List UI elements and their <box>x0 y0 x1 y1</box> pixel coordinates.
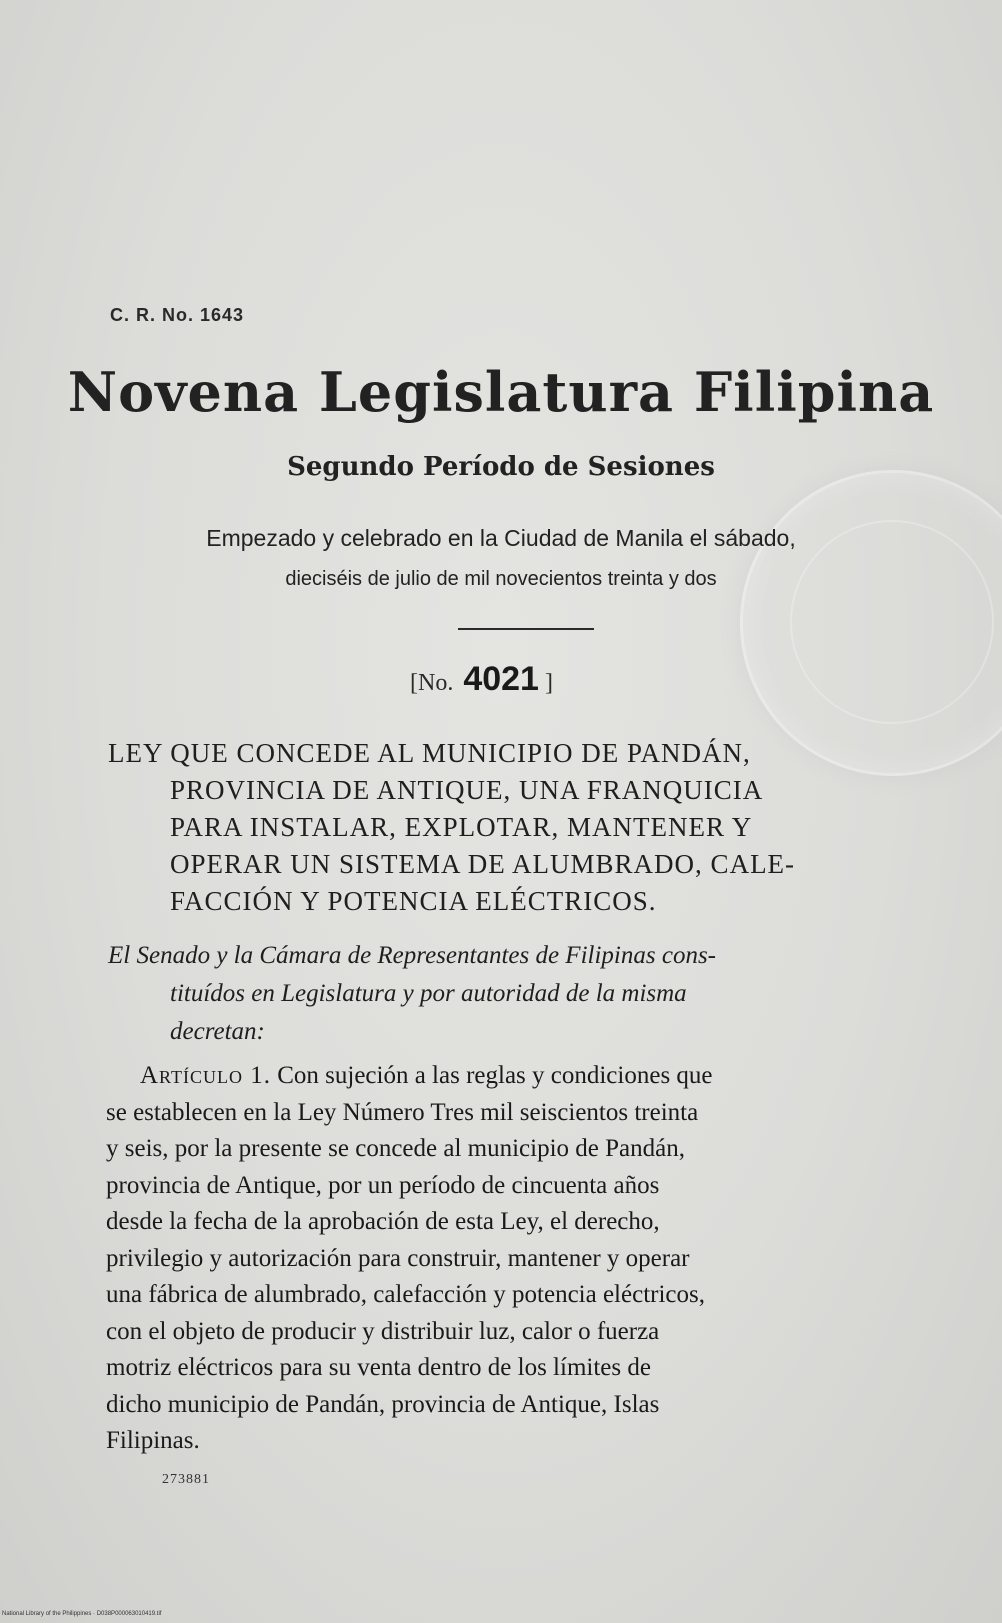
article-line: privilegio y autorización para construir, mantener y operar <box>106 1244 690 1272</box>
article-line <box>106 1058 926 1095</box>
article-line: una fábrica de alumbrado, calefacción y potencia eléctricos, <box>106 1281 705 1308</box>
article-line: motriz eléctricos para su venta dentro de los límites de <box>106 1354 651 1381</box>
article-line: Filipinas. <box>106 1427 200 1454</box>
footer-number: 273881 <box>162 1472 210 1487</box>
enacting-line: tituídos en Legislatura y por autoridad de la misma <box>170 980 687 1007</box>
act-number-value: 4021 <box>463 660 539 698</box>
law-title-line: PARA INSTALAR, EXPLOTAR, MANTENER Y <box>170 812 753 842</box>
session-line-1: Empezado y celebrado en la Ciudad de Manila el sábado, <box>206 525 796 551</box>
act-number-suffix: ] <box>544 670 553 696</box>
article-1 <box>106 1058 926 1460</box>
article-line: provincia de Antique, por un período de cincuenta años <box>106 1171 660 1199</box>
law-title <box>108 735 928 920</box>
article-line: se establecen en la Ley Número Tres mil seiscientos treinta <box>106 1098 699 1126</box>
law-title-line: LEY QUE CONCEDE AL MUNICIPIO DE PANDÁN, <box>108 738 751 768</box>
act-number <box>410 660 553 699</box>
legislature-title: Novena Legislatura Filipina <box>67 360 935 424</box>
divider-rule <box>458 628 594 630</box>
act-number-prefix: [No. <box>410 670 454 696</box>
scan-credit: National Library of the Philippines · D038P000063010419.tif <box>2 1611 162 1617</box>
article-line: y seis, por la presente se concede al municipio de Pandán, <box>106 1135 685 1162</box>
bill-number: C. R. No. 1643 <box>110 305 245 325</box>
session-subtitle: Segundo Período de Sesiones <box>287 452 715 482</box>
enacting-line: decretan: <box>170 1018 265 1045</box>
session-line-2: dieciséis de julio de mil novecientos treinta y dos <box>285 568 717 590</box>
article-line-text: Con sujeción a las reglas y condiciones que <box>277 1062 713 1089</box>
article-line: desde la fecha de la aprobación de esta Ley, el derecho, <box>106 1208 660 1235</box>
article-line: con el objeto de producir y distribuir luz, calor o fuerza <box>106 1317 660 1345</box>
enacting-clause <box>108 937 928 1051</box>
enacting-line: El Senado y la Cámara de Representantes de Filipinas cons- <box>108 942 716 969</box>
law-title-line: OPERAR UN SISTEMA DE ALUMBRADO, CALE- <box>170 849 796 879</box>
article-line: dicho municipio de Pandán, provincia de Antique, Islas <box>106 1390 660 1418</box>
article-label: Artículo 1. <box>140 1062 271 1089</box>
law-title-line: FACCIÓN Y POTENCIA ELÉCTRICOS. <box>170 886 657 916</box>
law-title-line: PROVINCIA DE ANTIQUE, UNA FRANQUICIA <box>170 775 764 805</box>
